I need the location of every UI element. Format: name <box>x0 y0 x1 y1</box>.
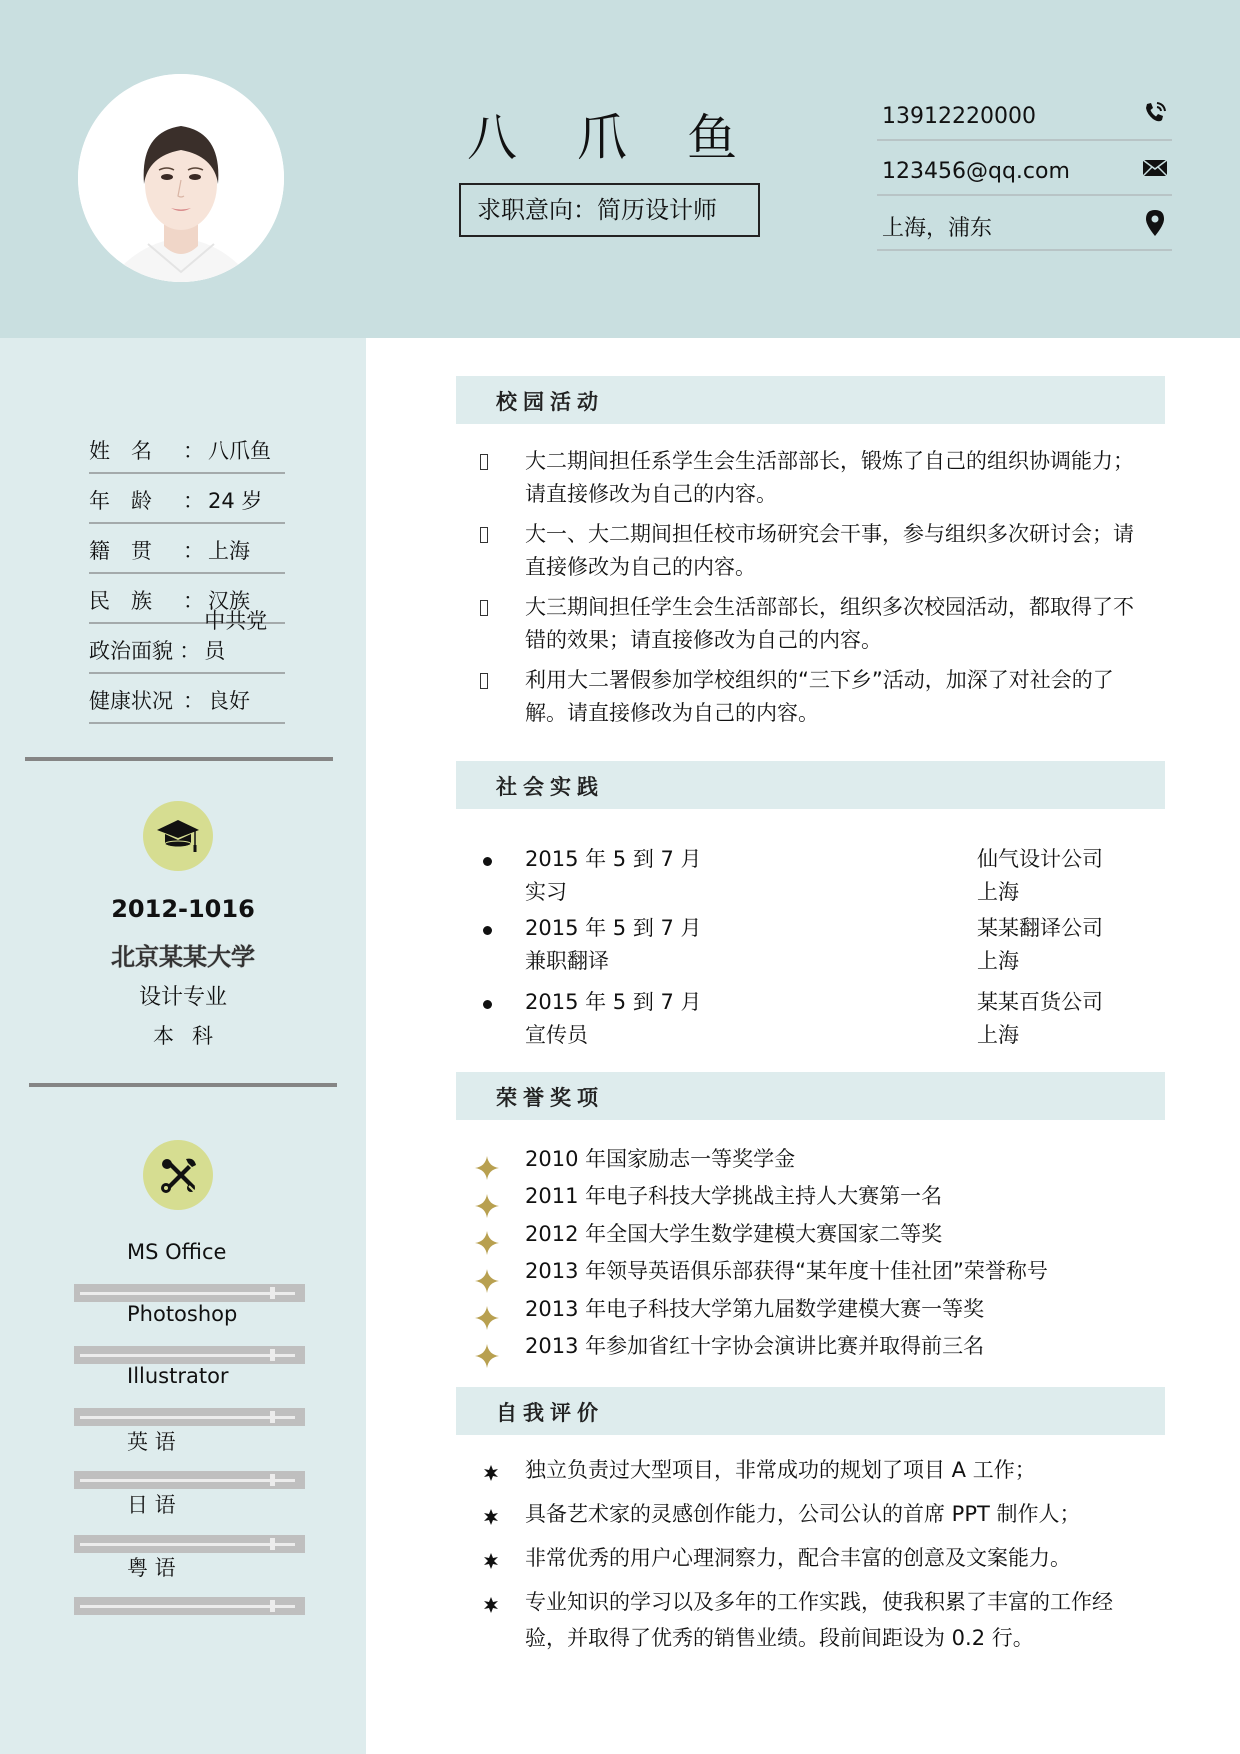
phone-icon <box>1142 100 1168 126</box>
skill-bar <box>74 1284 305 1302</box>
sidebar-divider <box>25 757 333 761</box>
practice-role: 兼职翻译 <box>525 949 609 973</box>
bullet-dot-icon <box>483 857 492 866</box>
portrait-illustration <box>78 74 284 282</box>
missing-glyph-bullet-icon <box>480 600 488 616</box>
contact-list <box>877 86 1172 251</box>
info-label: 年龄 <box>89 489 173 513</box>
info-row-political: 政治面貌 ： 中共党员 <box>89 624 285 674</box>
skill-level-knob <box>270 1349 275 1361</box>
missing-glyph-bullet-icon <box>480 454 488 470</box>
name-char: 爪 <box>577 109 627 167</box>
info-value: 良好 <box>208 689 250 713</box>
job-intent-box: 求职意向：简历设计师 <box>459 183 760 237</box>
self-eval-text: 具备艺术家的灵感创作能力，公司公认的首席 PPT 制作人； <box>525 1502 1081 1526</box>
section-header-campus <box>456 376 1165 424</box>
award-item: 2010 年国家励志一等奖学金 <box>525 1147 796 1171</box>
full-name <box>466 98 738 170</box>
info-value: 24 岁 <box>208 489 263 513</box>
contact-email <box>877 141 1172 196</box>
practice-item <box>480 843 1140 909</box>
section-title: 社会实践 <box>496 775 604 799</box>
header-banner <box>0 0 1240 338</box>
campus-item-text: 大二期间担任系学生会生活部部长，锻炼了自己的组织协调能力；请直接修改为自己的内容。 <box>525 449 1134 506</box>
section-header-practice <box>456 761 1165 809</box>
info-label: 籍贯 <box>89 539 173 563</box>
bullet-dot-icon <box>483 926 492 935</box>
four-point-star-icon <box>474 1305 500 1331</box>
practice-date: 2015 年 5 到 7 月 <box>525 916 702 940</box>
info-row-ethnicity: 民族 ： 汉族 <box>89 574 285 624</box>
award-item: 2013 年领导英语俱乐部获得“某年度十佳社团”荣誉称号 <box>525 1259 1048 1283</box>
practice-role: 实习 <box>525 880 567 904</box>
skill-label: Illustrator <box>127 1364 229 1388</box>
info-row-name: 姓名 ： 八爪鱼 <box>89 424 285 474</box>
graduation-cap-icon <box>143 801 213 871</box>
sidebar <box>0 338 366 1754</box>
skill-label: 粤 语 <box>127 1556 176 1580</box>
skill-label: 日 语 <box>127 1493 176 1517</box>
self-eval-text: 非常优秀的用户心理洞察力，配合丰富的创意及文案能力。 <box>525 1546 1071 1570</box>
info-label: 姓名 <box>89 439 173 463</box>
skill-level-knob <box>270 1474 275 1486</box>
info-value: 中共党员 <box>204 609 268 663</box>
self-eval-text: 独立负责过大型项目，非常成功的规划了项目 A 工作； <box>525 1458 1036 1482</box>
info-value: 八爪鱼 <box>208 439 271 463</box>
award-item: 2013 年电子科技大学第九届数学建模大赛一等奖 <box>525 1297 985 1321</box>
sidebar-divider <box>29 1083 337 1087</box>
self-eval-text: 专业知识的学习以及多年的工作实践，使我积累了丰富的工作经验，并取得了优秀的销售业绩。段前间距设为 0.2 行。 <box>525 1590 1113 1650</box>
practice-city: 上海 <box>977 949 1019 973</box>
practice-item <box>480 986 1140 1052</box>
practice-company: 仙气设计公司 <box>977 847 1103 871</box>
location-text: 上海，浦东 <box>882 216 993 241</box>
missing-glyph-bullet-icon <box>480 527 488 543</box>
skill-level-knob <box>270 1538 275 1550</box>
tools-icon <box>143 1140 213 1210</box>
skill-bar <box>74 1408 305 1426</box>
info-row-age: 年龄 ： 24 岁 <box>89 474 285 524</box>
info-row-health: 健康状况 ： 良好 <box>89 674 285 724</box>
practice-city: 上海 <box>977 880 1019 904</box>
six-point-star-icon <box>483 1465 499 1481</box>
award-item: 2013 年参加省红十字协会演讲比赛并取得前三名 <box>525 1334 985 1358</box>
mail-icon <box>1142 155 1168 181</box>
education-school: 北京某某大学 <box>111 943 255 971</box>
skill-label: MS Office <box>127 1240 227 1264</box>
skill-label: 英 语 <box>127 1430 176 1454</box>
section-header-self-eval <box>456 1387 1165 1435</box>
education-degree: 本科 <box>153 1024 231 1048</box>
profile-photo <box>78 74 284 282</box>
four-point-star-icon <box>474 1230 500 1256</box>
campus-item-text: 大一、大二期间担任校市场研究会干事，参与组织多次研讨会；请直接修改为自己的内容。 <box>525 522 1134 579</box>
award-item: 2011 年电子科技大学挑战主持人大赛第一名 <box>525 1184 943 1208</box>
education-major: 设计专业 <box>138 985 227 1010</box>
six-point-star-icon <box>483 1597 499 1613</box>
four-point-star-icon <box>474 1193 500 1219</box>
four-point-star-icon <box>474 1268 500 1294</box>
bullet-dot-icon <box>483 1000 492 1009</box>
award-item: 2012 年全国大学生数学建模大赛国家二等奖 <box>525 1222 943 1246</box>
info-value: 汉族 <box>208 589 250 613</box>
name-char: 八 <box>467 109 517 167</box>
info-label: 政治面貌 <box>89 639 173 663</box>
info-value: 上海 <box>208 539 250 563</box>
practice-item <box>480 912 1140 978</box>
six-point-star-icon <box>483 1509 499 1525</box>
four-point-star-icon <box>474 1155 500 1181</box>
skill-label: Photoshop <box>127 1302 238 1326</box>
section-title: 校园活动 <box>496 390 604 414</box>
six-point-star-icon <box>483 1553 499 1569</box>
section-title: 荣誉奖项 <box>496 1086 604 1110</box>
practice-company: 某某翻译公司 <box>977 916 1103 940</box>
education-years: 2012-1016 <box>111 895 255 923</box>
skill-level-knob <box>270 1600 275 1612</box>
skill-bar <box>74 1535 305 1553</box>
email-text: 123456@qq.com <box>882 159 1070 184</box>
skill-level-knob <box>270 1411 275 1423</box>
section-header-awards <box>456 1072 1165 1120</box>
four-point-star-icon <box>474 1343 500 1369</box>
section-title: 自我评价 <box>496 1401 604 1425</box>
campus-item-text: 大三期间担任学生会生活部部长，组织多次校园活动，都取得了不错的效果；请直接修改为自己的内容。 <box>525 595 1134 652</box>
info-row-hometown: 籍贯 ： 上海 <box>89 524 285 574</box>
personal-info-list <box>89 424 285 724</box>
contact-location <box>877 196 1172 251</box>
location-pin-icon <box>1142 210 1168 236</box>
practice-company: 某某百货公司 <box>977 990 1103 1014</box>
phone-text: 13912220000 <box>882 104 1036 129</box>
info-label: 民族 <box>89 589 173 613</box>
skill-bar <box>74 1471 305 1489</box>
practice-date: 2015 年 5 到 7 月 <box>525 990 702 1014</box>
practice-date: 2015 年 5 到 7 月 <box>525 847 702 871</box>
practice-city: 上海 <box>977 1023 1019 1047</box>
practice-role: 宣传员 <box>525 1023 588 1047</box>
skill-level-knob <box>270 1287 275 1299</box>
info-label: 健康状况 <box>89 689 173 713</box>
name-char: 鱼 <box>687 109 737 167</box>
skill-bar <box>74 1597 305 1615</box>
skill-bar <box>74 1346 305 1364</box>
contact-phone <box>877 86 1172 141</box>
campus-item-text: 利用大二署假参加学校组织的“三下乡”活动，加深了对社会的了解。请直接修改为自己的内容。 <box>525 668 1114 725</box>
missing-glyph-bullet-icon <box>480 673 488 689</box>
